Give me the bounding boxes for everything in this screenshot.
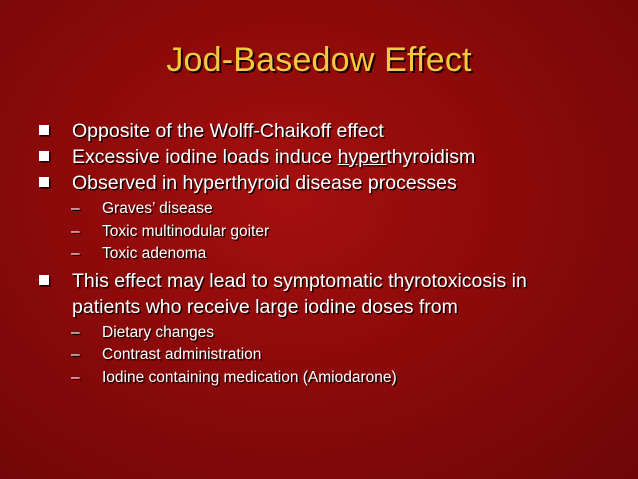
sub-bullet-item xyxy=(0,367,638,390)
sub-bullet-text: Dietary changes xyxy=(102,323,215,341)
bullet-text: Opposite of the Wolff-Chaikoff effect xyxy=(72,120,384,142)
sub-bullet-text: Toxic adenoma xyxy=(102,245,207,262)
square-bullet-icon xyxy=(39,177,49,187)
bullet-text-suffix: thyroidism xyxy=(386,146,476,168)
sub-bullet-text: Graves’ disease xyxy=(102,200,213,217)
sub-bullet-text: Contrast administration xyxy=(102,346,262,363)
bullet-text-prefix: Excessive iodine loads induce xyxy=(72,146,338,168)
square-bullet-icon xyxy=(39,151,49,161)
dash-marker: – xyxy=(71,200,80,217)
sub-bullet-item xyxy=(0,221,638,244)
dash-marker: – xyxy=(71,368,80,386)
sub-bullet-text: Iodine containing medication (Amiodarone) xyxy=(102,368,397,386)
bullet-item xyxy=(0,118,638,144)
bullet-text: Observed in hyperthyroid disease processes xyxy=(72,172,457,194)
dash-marker: – xyxy=(71,346,80,363)
underlined-text: hyper xyxy=(337,146,387,168)
dash-marker: – xyxy=(71,323,80,341)
square-bullet-icon xyxy=(39,275,49,285)
dash-marker: – xyxy=(71,222,80,240)
slide-title: Jod-Basedow Effect xyxy=(166,41,472,79)
sub-bullet-group xyxy=(0,322,638,390)
sub-bullet-group xyxy=(0,198,638,266)
dash-marker: – xyxy=(71,245,80,262)
bullet-text-line2: patients who receive large iodine doses from xyxy=(72,295,458,318)
bullet-list xyxy=(0,118,638,391)
sub-bullet-item xyxy=(0,243,638,266)
bullet-item xyxy=(0,144,638,170)
sub-bullet-item xyxy=(0,198,638,221)
square-bullet-icon xyxy=(39,125,49,135)
bullet-item xyxy=(0,268,638,320)
bullet-text-line1: This effect may lead to symptomatic thyrotoxicosis in xyxy=(72,269,527,292)
sub-bullet-item xyxy=(0,322,638,345)
sub-bullet-item xyxy=(0,344,638,367)
sub-bullet-text: Toxic multinodular goiter xyxy=(102,222,270,240)
bullet-item xyxy=(0,170,638,196)
